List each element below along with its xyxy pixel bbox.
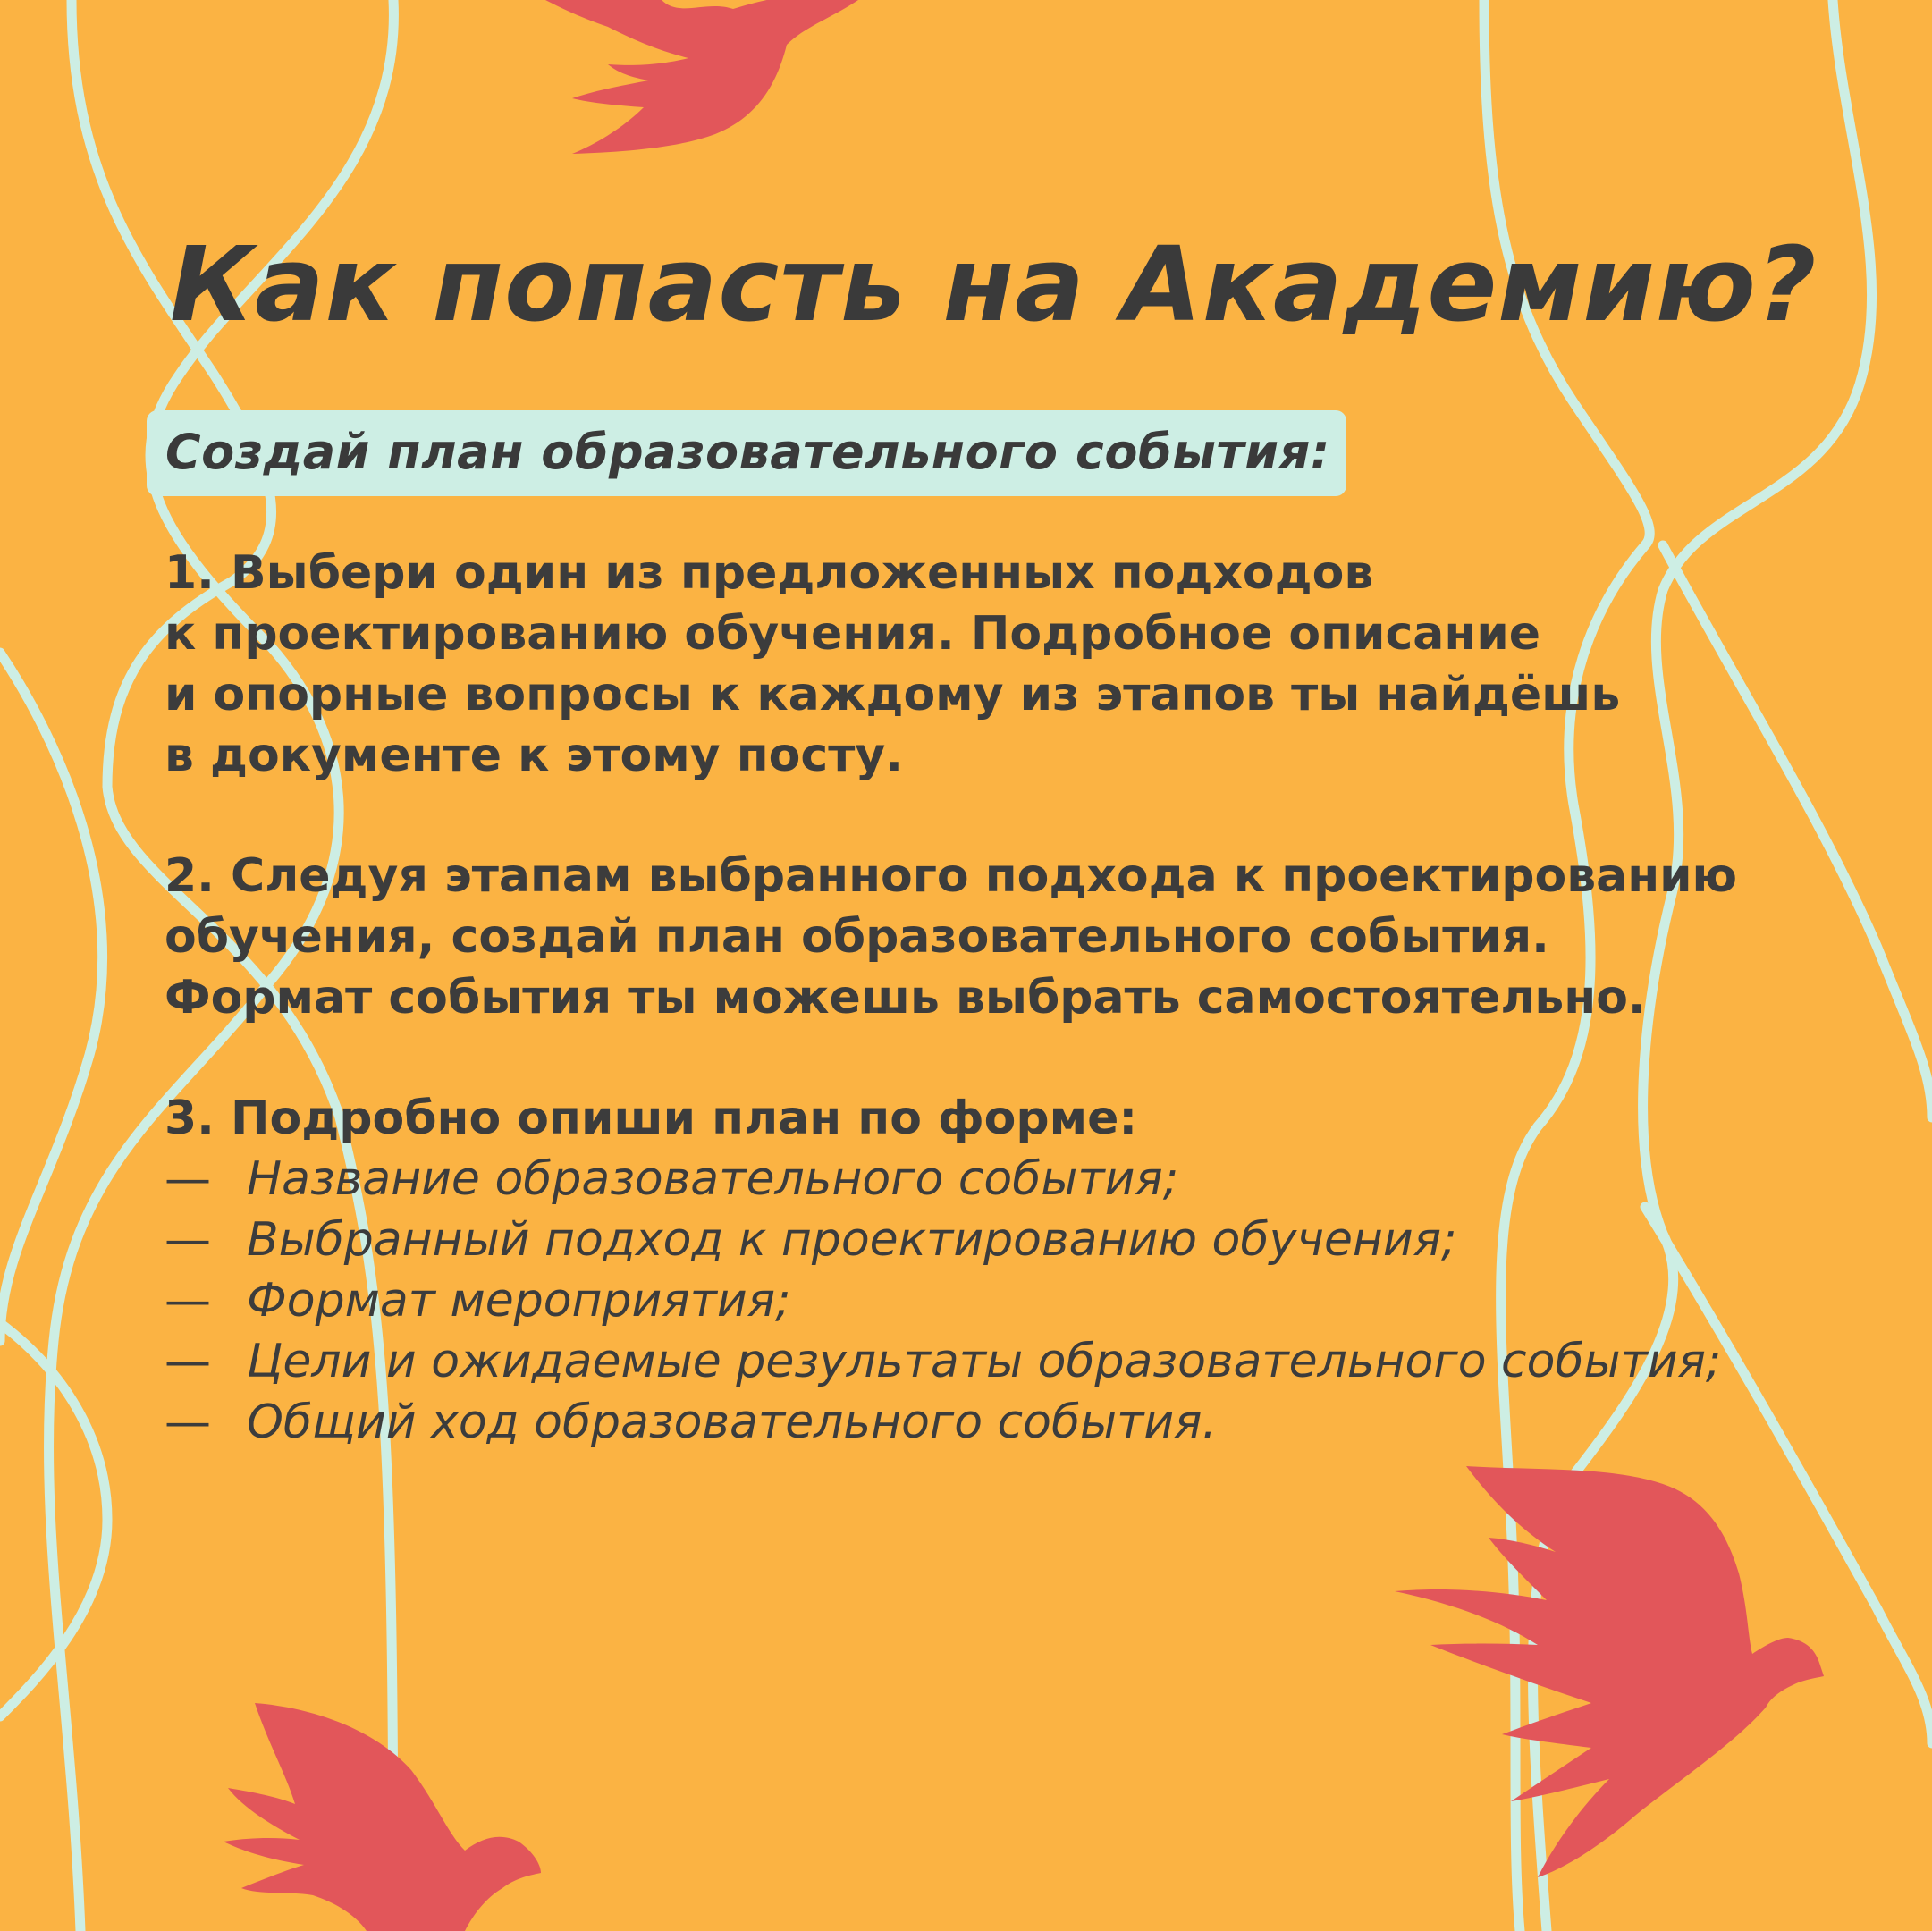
dash-bullet: — — [165, 1152, 211, 1206]
page-title: Как попасть на Академию? — [170, 225, 1818, 345]
step-2-line: обучения, создай план образовательного события. — [165, 910, 1549, 964]
step-3-line: 3. Подробно опиши план по форме: — [165, 1092, 1138, 1145]
step-2-line: 2. Следуя этапам выбранного подхода к проектированию — [165, 849, 1738, 903]
list-item — [165, 1210, 1721, 1270]
dash-bullet: — — [165, 1335, 211, 1388]
list-item — [165, 1331, 1721, 1392]
list-item-text: Название образовательного события; — [247, 1152, 1179, 1206]
form-list — [165, 1149, 1721, 1453]
step-2-line: Формат события ты можешь выбрать самостоятельно. — [165, 971, 1646, 1025]
list-item — [165, 1392, 1721, 1453]
step-1 — [165, 543, 1620, 786]
list-item-text: Цели и ожидаемые результаты образовательного события; — [247, 1335, 1722, 1388]
step-1-line: 1. Выбери один из предложенных подходов — [165, 546, 1374, 600]
list-item — [165, 1149, 1721, 1210]
step-1-line: и опорные вопросы к каждому из этапов ты найдёшь — [165, 668, 1621, 721]
step-3-heading — [165, 1088, 1137, 1149]
list-item-text: Выбранный подход к проектированию обучения; — [247, 1213, 1457, 1267]
step-1-line: к проектированию обучения. Подробное описание — [165, 607, 1541, 661]
list-item — [165, 1270, 1721, 1331]
dash-bullet: — — [165, 1213, 211, 1267]
dash-bullet: — — [165, 1274, 211, 1328]
list-item-text: Общий ход образовательного события. — [247, 1396, 1217, 1449]
list-item-text: Формат мероприятия; — [247, 1274, 791, 1328]
step-2 — [165, 846, 1737, 1028]
subtitle: Создай план образовательного события: — [165, 424, 1330, 480]
step-1-line: в документе к этому посту. — [165, 729, 903, 782]
dash-bullet: — — [165, 1396, 211, 1449]
